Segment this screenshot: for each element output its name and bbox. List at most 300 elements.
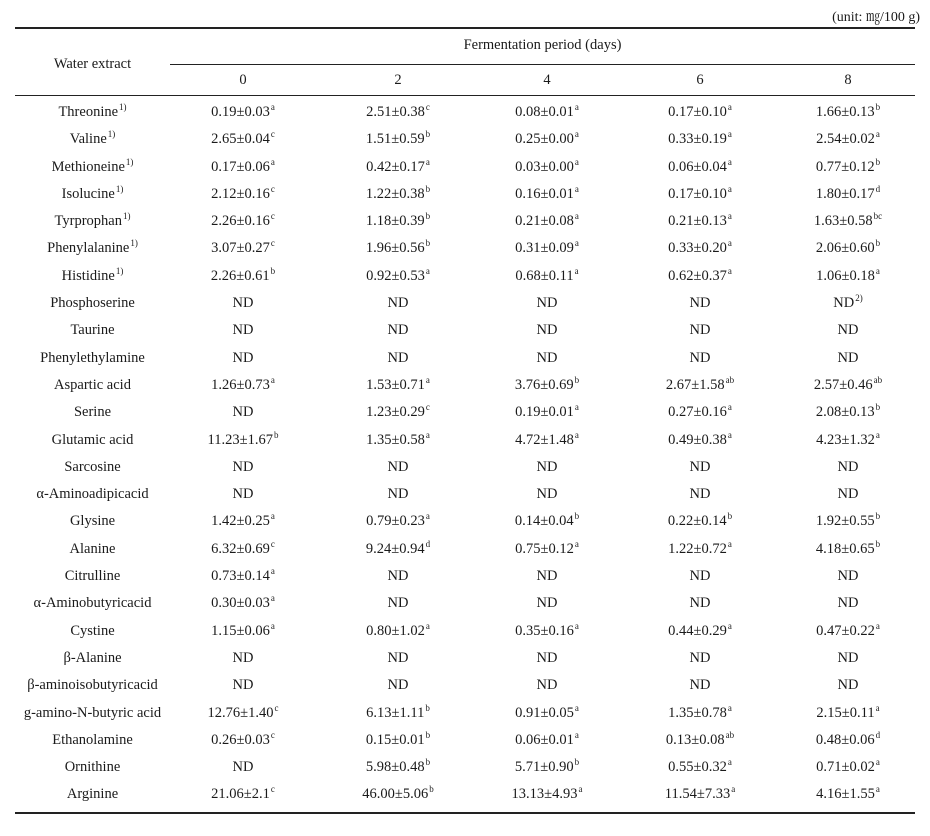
compound-name [15, 235, 170, 262]
mean-sd-value: ND [387, 322, 409, 339]
value-cell [778, 727, 918, 754]
value-cell [477, 563, 617, 590]
value-cell [173, 781, 313, 808]
mean-sd-value: ND [689, 295, 711, 312]
mean-sd-value: 2.15±0.11 [816, 704, 875, 721]
value-cell [173, 645, 313, 672]
mean-sd-value: 0.33±0.20 [668, 240, 727, 257]
mean-sd-value: ND [232, 677, 254, 694]
significance-letter: a [727, 402, 732, 413]
mean-sd-value: 0.48±0.06 [815, 731, 875, 748]
value-cell [630, 290, 770, 317]
mean-sd-value: 2.57±0.46 [813, 376, 873, 393]
mean-sd-value: 1.51±0.59 [365, 131, 425, 148]
value-cell [778, 563, 918, 590]
value-cell [630, 126, 770, 153]
mean-sd-value: ND [837, 322, 859, 339]
mean-sd-value: 11.54±7.33 [664, 786, 731, 803]
compound-name-text: α-Aminobutyricacid [33, 595, 152, 612]
mean-sd-value: 2.67±1.58 [665, 376, 725, 393]
significance-letter: a [574, 102, 579, 112]
mean-sd-value: 0.75±0.12 [515, 540, 574, 557]
mean-sd-value: 13.13±4.93 [511, 786, 578, 803]
value-cell [477, 427, 617, 454]
value-cell [778, 372, 918, 399]
value-cell [477, 235, 617, 262]
value-cell [173, 727, 313, 754]
value-cell [630, 345, 770, 372]
value-cell [778, 645, 918, 672]
mean-sd-value: ND [837, 458, 859, 475]
value-cell [630, 263, 770, 290]
mean-sd-value: 4.72±1.48 [515, 431, 574, 448]
mean-sd-value: 0.06±0.01 [515, 731, 574, 748]
mean-sd-value: ND [536, 677, 558, 694]
compound-name [15, 454, 170, 481]
compound-name-text: Phosphoserine [50, 295, 135, 312]
mean-sd-value: 6.13±1.11 [366, 704, 425, 721]
mean-sd-value: 3.07±0.27 [211, 240, 270, 257]
mean-sd-value: 2.51±0.38 [366, 104, 425, 120]
mean-sd-value: 3.76±0.69 [514, 376, 574, 393]
mean-sd-value: 0.71±0.02 [816, 759, 875, 776]
compound-name [15, 427, 170, 454]
table-row [15, 781, 915, 808]
value-cell [778, 754, 918, 781]
mean-sd-value: 0.47±0.22 [816, 622, 875, 639]
mean-sd-value: 4.18±0.65 [815, 540, 875, 557]
compound-name [15, 345, 170, 372]
row-header-label: Water extract [53, 56, 132, 72]
significance-letter: a [727, 538, 732, 549]
value-cell [328, 427, 468, 454]
footnote-marker: 1) [130, 238, 138, 249]
compound-name [15, 399, 170, 426]
header-bottom-rule [15, 95, 915, 96]
significance-letter: b [425, 183, 431, 194]
compound-name-text: Glutamic acid [51, 431, 134, 448]
significance-letter: d [875, 729, 881, 740]
value-cell [477, 317, 617, 344]
mean-sd-value: ND [387, 458, 409, 475]
significance-letter: a [727, 620, 732, 631]
mean-sd-value: 0.44±0.29 [668, 622, 727, 639]
mean-sd-value: 5.98±0.48 [365, 759, 425, 776]
footnote-marker: 1) [119, 102, 127, 112]
compound-name-text: Phenylethylamine [40, 349, 145, 366]
mean-sd-value: 0.25±0.00 [515, 131, 574, 148]
value-cell [477, 372, 617, 399]
mean-sd-value: 0.19±0.03 [211, 104, 270, 120]
value-cell [173, 618, 313, 645]
mean-sd-value: 1.42±0.25 [211, 513, 270, 530]
compound-name-text: Sarcosine [64, 458, 121, 475]
significance-letter: c [270, 238, 275, 249]
mean-sd-value: 11.23±1.67 [207, 431, 273, 448]
significance-letter: a [727, 183, 732, 194]
mean-sd-value: 0.21±0.13 [668, 213, 727, 230]
compound-name-text: Ethanolamine [52, 731, 133, 748]
compound-name-text: Tyrprophan [54, 213, 122, 230]
value-cell [477, 126, 617, 153]
compound-name [15, 590, 170, 617]
value-cell [630, 208, 770, 235]
significance-letter: b [875, 102, 881, 112]
significance-letter: b [425, 729, 431, 740]
value-cell [328, 590, 468, 617]
significance-letter: a [574, 702, 579, 713]
value-cell [778, 290, 918, 317]
value-cell [477, 781, 617, 808]
value-cell [630, 154, 770, 181]
mean-sd-value: 12.76±1.40 [207, 704, 274, 721]
significance-letter: b [429, 784, 434, 795]
compound-name [15, 563, 170, 590]
mean-sd-value: ND [232, 349, 254, 366]
value-cell [778, 208, 918, 235]
significance-letter: 2) [855, 293, 863, 304]
value-cell [630, 181, 770, 208]
compound-name-text: Citrulline [64, 568, 121, 585]
group-header-rule [170, 64, 915, 65]
value-cell [173, 454, 313, 481]
significance-letter: a [727, 702, 732, 713]
value-cell [173, 99, 313, 126]
compound-name-text: Isolucine [61, 185, 115, 202]
value-cell [778, 181, 918, 208]
value-cell [778, 536, 918, 563]
significance-letter: a [727, 156, 732, 167]
mean-sd-value: 9.24±0.94 [365, 540, 425, 557]
significance-letter: d [875, 183, 881, 194]
mean-sd-value: ND [387, 486, 409, 503]
mean-sd-value: 1.96±0.56 [365, 240, 425, 257]
mean-sd-value: ND [689, 568, 711, 585]
value-cell [328, 290, 468, 317]
table-row [15, 481, 915, 508]
significance-letter: a [574, 238, 579, 249]
footnote-marker: 1) [125, 156, 134, 167]
compound-name-text: Histidine [61, 267, 115, 284]
significance-letter: a [574, 538, 579, 549]
significance-letter: ab [873, 374, 883, 385]
significance-letter: c [270, 784, 275, 795]
significance-letter: b [574, 374, 580, 385]
table-row [15, 754, 915, 781]
value-cell [630, 618, 770, 645]
value-cell [173, 672, 313, 699]
value-cell [328, 99, 468, 126]
significance-letter: a [574, 129, 579, 140]
mean-sd-value: ND [387, 568, 409, 585]
significance-letter: a [875, 620, 880, 631]
value-cell [778, 427, 918, 454]
significance-letter: b [727, 511, 733, 522]
value-cell [173, 700, 313, 727]
compound-name [15, 781, 170, 808]
compound-name [15, 154, 170, 181]
value-cell [173, 317, 313, 344]
significance-letter: b [425, 238, 431, 249]
value-cell [630, 427, 770, 454]
significance-letter: a [875, 784, 880, 795]
mean-sd-value: 1.80±0.17 [815, 185, 875, 202]
value-cell [173, 126, 313, 153]
value-cell [477, 645, 617, 672]
significance-letter: a [578, 784, 583, 795]
value-cell [477, 154, 617, 181]
value-cell [477, 208, 617, 235]
mean-sd-value: 0.92±0.53 [366, 267, 425, 284]
table-bottom-rule [15, 812, 915, 814]
significance-letter: a [875, 429, 880, 440]
mean-sd-value: 0.17±0.06 [211, 158, 270, 175]
value-cell [778, 781, 918, 808]
compound-name-text: Phenylalanine [47, 240, 130, 257]
table-row [15, 372, 915, 399]
significance-letter: c [425, 402, 430, 413]
significance-letter: c [270, 129, 275, 140]
value-cell [328, 317, 468, 344]
mean-sd-value: 1.26±0.73 [211, 376, 270, 393]
table-row [15, 618, 915, 645]
mean-sd-value: 2.12±0.16 [211, 185, 270, 202]
significance-letter: a [574, 729, 579, 740]
significance-letter: a [270, 620, 275, 631]
value-cell [477, 508, 617, 535]
significance-letter: a [425, 156, 430, 167]
value-cell [173, 235, 313, 262]
mean-sd-value: 0.80±1.02 [366, 622, 425, 639]
significance-letter: a [727, 129, 732, 140]
value-cell [477, 181, 617, 208]
mean-sd-value: 2.26±0.61 [210, 267, 270, 284]
significance-letter: a [574, 402, 579, 413]
value-cell [630, 481, 770, 508]
mean-sd-value: 0.06±0.04 [668, 158, 727, 175]
mean-sd-value: 0.16±0.01 [515, 185, 574, 202]
day-column-header: 8 [844, 72, 852, 88]
table-row [15, 536, 915, 563]
table-row [15, 427, 915, 454]
value-cell [477, 672, 617, 699]
value-cell [328, 645, 468, 672]
significance-letter: a [875, 265, 880, 276]
table-row [15, 345, 915, 372]
table-row [15, 181, 915, 208]
mean-sd-value: ND [837, 568, 859, 585]
compound-name [15, 372, 170, 399]
mean-sd-value: 0.31±0.09 [515, 240, 574, 257]
value-cell [630, 99, 770, 126]
mean-sd-value: ND [837, 595, 859, 612]
mean-sd-value: 1.18±0.39 [365, 213, 425, 230]
mean-sd-value: 1.63±0.58 [813, 213, 873, 230]
value-cell [173, 399, 313, 426]
mean-sd-value: 0.77±0.12 [815, 158, 875, 175]
mean-sd-value: 4.16±1.55 [816, 786, 875, 803]
significance-letter: c [270, 211, 275, 222]
compound-name [15, 672, 170, 699]
compound-name [15, 317, 170, 344]
compound-name [15, 508, 170, 535]
value-cell [328, 508, 468, 535]
significance-letter: c [274, 702, 279, 713]
compound-name-text: Ornithine [64, 759, 121, 776]
value-cell [173, 508, 313, 535]
mean-sd-value: 2.54±0.02 [816, 131, 875, 148]
significance-letter: b [425, 211, 431, 222]
significance-letter: b [875, 538, 881, 549]
mean-sd-value: ND [689, 458, 711, 475]
value-cell [328, 154, 468, 181]
value-cell [630, 454, 770, 481]
value-cell [477, 263, 617, 290]
significance-letter: b [425, 129, 431, 140]
value-cell [630, 372, 770, 399]
value-cell [328, 781, 468, 808]
significance-letter: a [425, 429, 430, 440]
significance-letter: a [727, 211, 732, 222]
mean-sd-value: ND [833, 295, 855, 312]
value-cell [173, 536, 313, 563]
mean-sd-value: ND [387, 649, 409, 666]
compound-name [15, 700, 170, 727]
mean-sd-value: ND [387, 295, 409, 312]
mean-sd-value: 0.91±0.05 [515, 704, 574, 721]
value-cell [630, 754, 770, 781]
compound-name [15, 181, 170, 208]
significance-letter: a [727, 265, 732, 276]
value-cell [477, 536, 617, 563]
table-row [15, 590, 915, 617]
compound-name-text: Methioneine [51, 158, 125, 175]
mean-sd-value: ND [689, 349, 711, 366]
significance-letter: a [875, 702, 880, 713]
significance-letter: a [574, 429, 579, 440]
significance-letter: a [270, 566, 275, 577]
footnote-marker: 1) [107, 129, 116, 140]
value-cell [328, 727, 468, 754]
mean-sd-value: ND [536, 295, 558, 312]
mean-sd-value: 1.22±0.38 [365, 185, 425, 202]
value-cell [778, 672, 918, 699]
compound-name [15, 481, 170, 508]
mean-sd-value: 6.32±0.69 [211, 540, 270, 557]
mean-sd-value: ND [837, 486, 859, 503]
value-cell [477, 700, 617, 727]
value-cell [630, 235, 770, 262]
mean-sd-value: ND [689, 649, 711, 666]
mean-sd-value: 1.66±0.13 [815, 104, 875, 120]
table-row [15, 700, 915, 727]
value-cell [778, 235, 918, 262]
mean-sd-value: 1.15±0.06 [211, 622, 270, 639]
significance-letter: a [727, 238, 732, 249]
significance-letter: b [574, 757, 580, 768]
mean-sd-value: ND [536, 349, 558, 366]
compound-name [15, 727, 170, 754]
mean-sd-value: 0.30±0.03 [211, 595, 270, 612]
value-cell [477, 727, 617, 754]
day-column-header: 6 [696, 72, 704, 88]
mean-sd-value: ND [536, 458, 558, 475]
mean-sd-value: 46.00±5.06 [362, 786, 429, 803]
compound-name [15, 618, 170, 645]
significance-letter: b [875, 238, 881, 249]
significance-letter: a [425, 511, 430, 522]
mean-sd-value: ND [232, 649, 254, 666]
mean-sd-value: ND [232, 759, 254, 776]
table-row [15, 126, 915, 153]
significance-letter: c [270, 183, 275, 194]
value-cell [630, 317, 770, 344]
mean-sd-value: 0.19±0.01 [515, 404, 574, 421]
value-cell [328, 126, 468, 153]
value-cell [630, 536, 770, 563]
significance-letter: b [425, 702, 430, 713]
table-row [15, 399, 915, 426]
table-row [15, 208, 915, 235]
mean-sd-value: ND [689, 486, 711, 503]
significance-letter: a [270, 511, 275, 522]
table-row [15, 508, 915, 535]
compound-name [15, 263, 170, 290]
unit-label: (unit: ㎎/100 g) [832, 10, 920, 25]
significance-letter: a [270, 156, 275, 167]
table-row [15, 263, 915, 290]
table-row [15, 317, 915, 344]
value-cell [778, 263, 918, 290]
value-cell [173, 427, 313, 454]
table-top-rule [15, 27, 915, 29]
mean-sd-value: 1.35±0.78 [668, 704, 727, 721]
mean-sd-value: 0.79±0.23 [366, 513, 425, 530]
mean-sd-value: ND [536, 322, 558, 339]
significance-letter: a [270, 374, 275, 385]
mean-sd-value: 0.42±0.17 [366, 158, 425, 175]
significance-letter: a [875, 129, 880, 140]
significance-letter: ab [725, 374, 735, 385]
value-cell [173, 481, 313, 508]
compound-name [15, 290, 170, 317]
mean-sd-value: 0.17±0.10 [668, 104, 727, 120]
mean-sd-value: 0.03±0.00 [515, 158, 574, 175]
significance-letter: a [574, 620, 579, 631]
table-row [15, 290, 915, 317]
mean-sd-value: ND [232, 295, 254, 312]
compound-name-text: α-Aminoadipicacid [36, 486, 149, 503]
value-cell [778, 126, 918, 153]
compound-name-text: g-amino-N-butyric acid [23, 704, 162, 721]
mean-sd-value: ND [689, 677, 711, 694]
value-cell [477, 618, 617, 645]
compound-name-text: Alanine [69, 540, 116, 557]
mean-sd-value: 0.35±0.16 [515, 622, 574, 639]
compound-name [15, 645, 170, 672]
mean-sd-value: 2.26±0.16 [211, 213, 270, 230]
mean-sd-value: 1.06±0.18 [816, 267, 875, 284]
value-cell [477, 481, 617, 508]
mean-sd-value: 2.08±0.13 [815, 404, 875, 421]
value-cell [477, 454, 617, 481]
significance-letter: a [574, 211, 579, 222]
value-cell [778, 618, 918, 645]
footnote-marker: 1) [115, 183, 124, 194]
value-cell [173, 290, 313, 317]
mean-sd-value: 0.55±0.32 [668, 759, 727, 776]
mean-sd-value: 0.49±0.38 [668, 431, 727, 448]
